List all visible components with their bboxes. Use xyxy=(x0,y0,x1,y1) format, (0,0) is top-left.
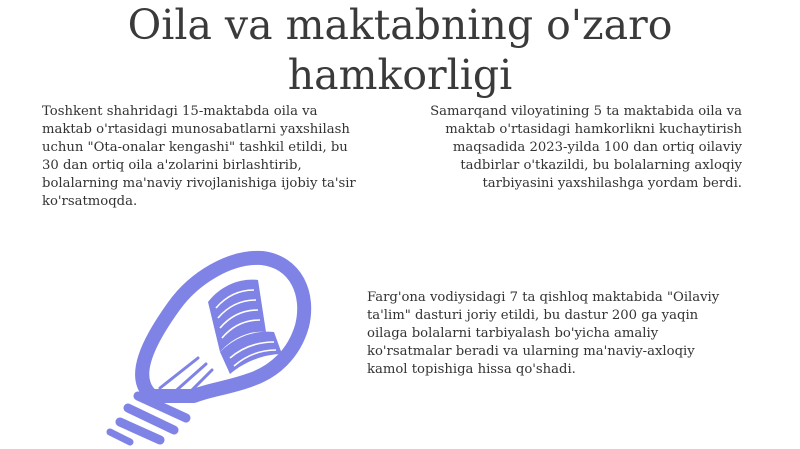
page-title: Oila va maktabning o'zaro hamkorligi xyxy=(127,1,673,99)
lightbulb-book-icon xyxy=(90,246,320,449)
text-block-fargona: Farg'ona vodiysidagi 7 ta qishloq maktabida "Oilaviy ta'lim" dasturi joriy etildi, bu dastur 200 ga yaqin oilaga bolalarni tarbiyalash bo'yicha amaliy ko'rsatmalar beradi va ularning ma'naviy-axloqiy kamol topishiga hissa qo'shadi. xyxy=(367,290,720,377)
text-block-samarqand: Samarqand viloyatining 5 ta maktabida oila va maktab o'rtasidagi hamkorlikni kuchaytirish maqsadida 2023-yilda 100 dan ortiq oilaviy tadbirlar o'tkazildi, bu bolalarning axloqiy tarbiyasini yaxshilashga yordam berdi. xyxy=(430,104,742,191)
text-block-tashkent: Toshkent shahridagi 15-maktabda oila va maktab o'rtasidagi munosabatlarni yaxshilash uchun "Ota-onalar kengashi" tashkil etildi, bu 30 dan ortiq oila a'zolarini birlashtirib, bolalarning ma'naviy rivojlanishiga ijobiy ta'sir ko'rsatmoqda. xyxy=(42,104,356,209)
